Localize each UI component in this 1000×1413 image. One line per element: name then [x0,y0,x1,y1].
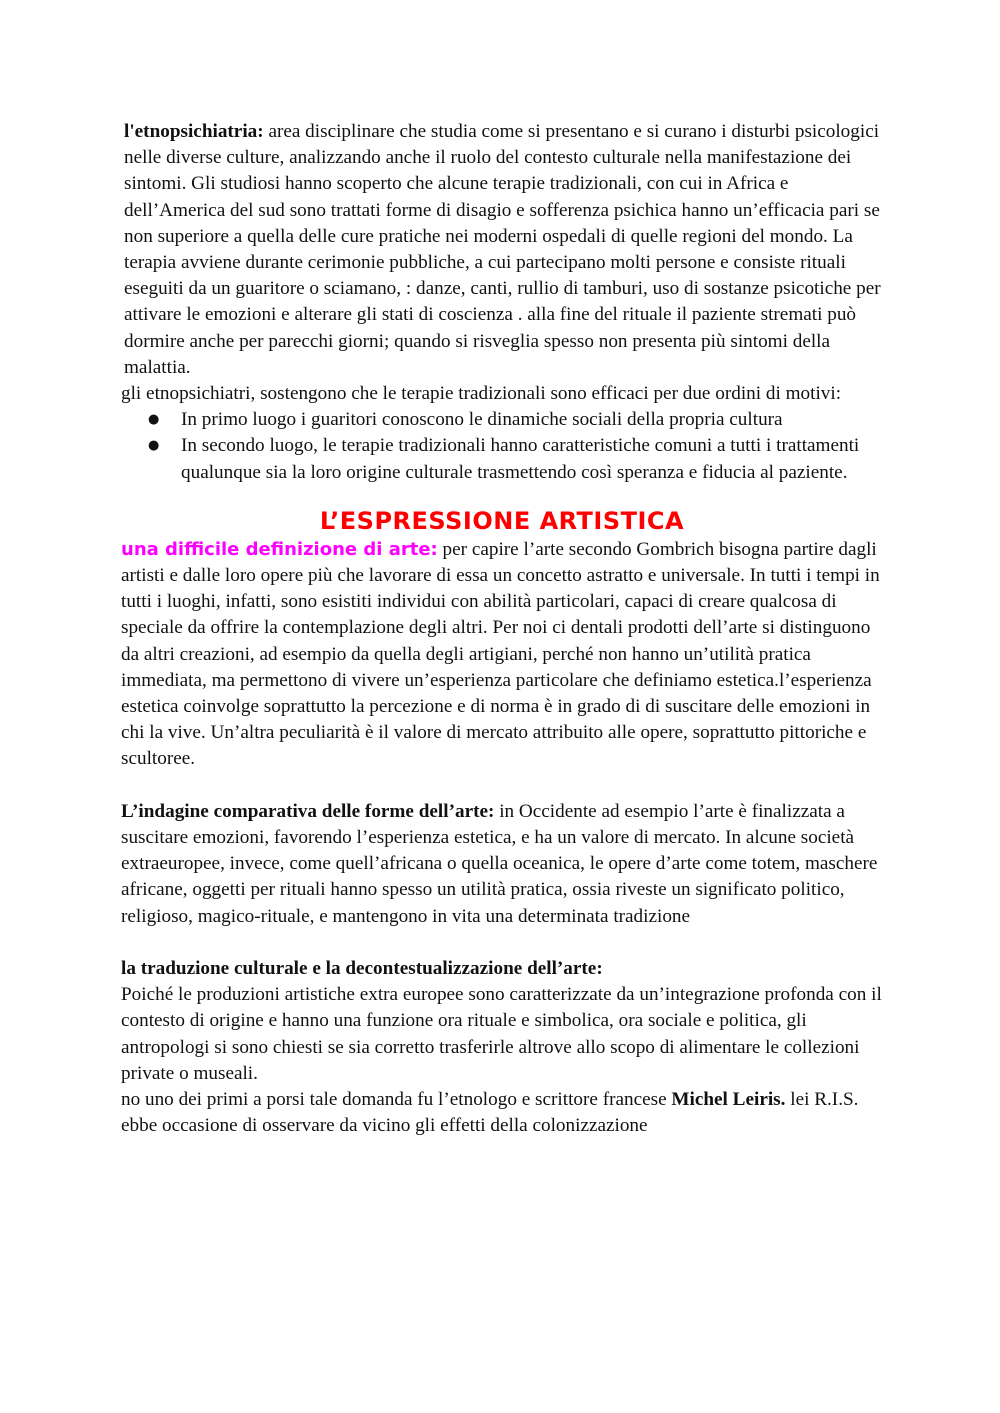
term-indagine-comparativa: L’indagine comparativa delle forme dell’arte: [121,800,495,822]
leiris-paragraph [121,1087,883,1139]
leiris-text-before: no uno dei primi a porsi tale domanda fu l’etnologo e scrittore francese [121,1089,672,1111]
bullet-icon: ● [148,412,160,428]
traduzione-culturale-heading: la traduzione culturale e la decontestualizzazione dell’arte: [121,958,603,980]
indagine-comparativa-text: in Occidente ad esempio l’arte è finalizzata a suscitare emozioni, favorendo l’esperienza estetica, e ha un valore di mercato. In alcune società extraeuropee, invece, come quell’africana o quella oceanica, le opere d’arte come totem, maschere africane, oggetti per rituali hanno spesso un utilità pratica, ossia riveste un significato politico, religioso, magico-rituale, e mantengono in vita una determinata tradizione [121,800,878,927]
term-definizione-arte: una difficile definizione di arte: [121,538,438,560]
motivi-list [121,407,883,486]
list-item-text: In primo luogo i guaritori conoscono le dinamiche sociali della propria cultura [181,409,783,431]
leiris-text-after: lei R.I.S. ebbe occasione di osservare da vicino gli effetti della colonizzazione [121,1089,859,1137]
term-etnopsichiatria: l'etnopsichiatria: [124,121,264,142]
etnopsichiatri-paragraph: gli etnopsichiatri, sostengono che le terapie tradizionali sono efficaci per due ordini di motivi: [121,383,842,405]
list-item [121,407,883,433]
list-item-text: In secondo luogo, le terapie tradizionali hanno caratteristiche comuni a tutti i trattamenti qualunque sia la loro origine culturale trasmettendo così speranza e fiducia al paziente. [181,435,860,483]
spacer [121,773,883,799]
spacer [121,930,883,956]
section-heading: L’ESPRESSIONE ARTISTICA [319,506,685,535]
indagine-comparativa-paragraph [121,799,883,930]
etnopsichiatria-paragraph [121,119,883,381]
etnopsichiatria-text: area disciplinare che studia come si presentano e si curano i disturbi psicologici nelle diverse culture, analizzando anche il ruolo del contesto culturale nella manifestazione dei sintomi. Gli studiosi hanno scoperto che alcune terapie tradizionali, con cui in Africa e dell’America del sud sono trattati forme di disagio e sofferenza psichica hanno un’efficacia pari se non superiore a quella delle cure pratiche nei moderni ospedali di quelle regioni del mondo. La terapia avviene durante cerimonie pubbliche, a cui partecipano molti persone e consiste rituali eseguiti da un guaritore o sciamano, : danze, canti, rullio di tamburi, uso di sostanze psicotiche per attivare le emozioni e alterare gli stati di coscienza . alla fine del rituale il paziente stremati può dormire anche per parecchi giorni; quando si risveglia spesso non presenta più sintomi della malattia. [124,121,881,378]
list-item [121,433,883,485]
definizione-arte-paragraph [121,537,883,773]
bullet-icon: ● [148,438,160,454]
document-page [121,119,883,1139]
traduzione-culturale-paragraph: Poiché le produzioni artistiche extra europee sono caratterizzate da un’integrazione profonda con il contesto di origine e hanno una funzione ora rituale e simbolica, ora sociale e politica, gli antropologi si sono chiesti se sia corretto trasferirle altrove allo scopo di alimentare le collezioni private o museali. [121,984,882,1084]
definizione-arte-text: per capire l’arte secondo Gombrich bisogna partire dagli artisti e dalle loro opere più che lavorare di essa un concetto astratto e universale. In tutti i tempi in tutti i luoghi, infatti, sono esistiti individui con abilità particolari, capaci di creare qualcosa di speciale da offrire la contemplazione degli altri. Per noi ci dentali prodotti dell’arte si distinguono da altri creazioni, ad esempio da quella degli artigiani, perché non hanno un’utilità pratica immediata, ma permettono di vivere un’esperienza particolare che definiamo estetica.l’esperienza estetica coinvolge soprattutto la percezione e di norma è in grado di di suscitare delle emozioni in chi la vive. Un’altra peculiarità è il valore di mercato attribuito alle opere, soprattutto pittoriche e scultoree. [121,538,880,770]
michel-leiris-name: Michel Leiris. [671,1089,786,1111]
